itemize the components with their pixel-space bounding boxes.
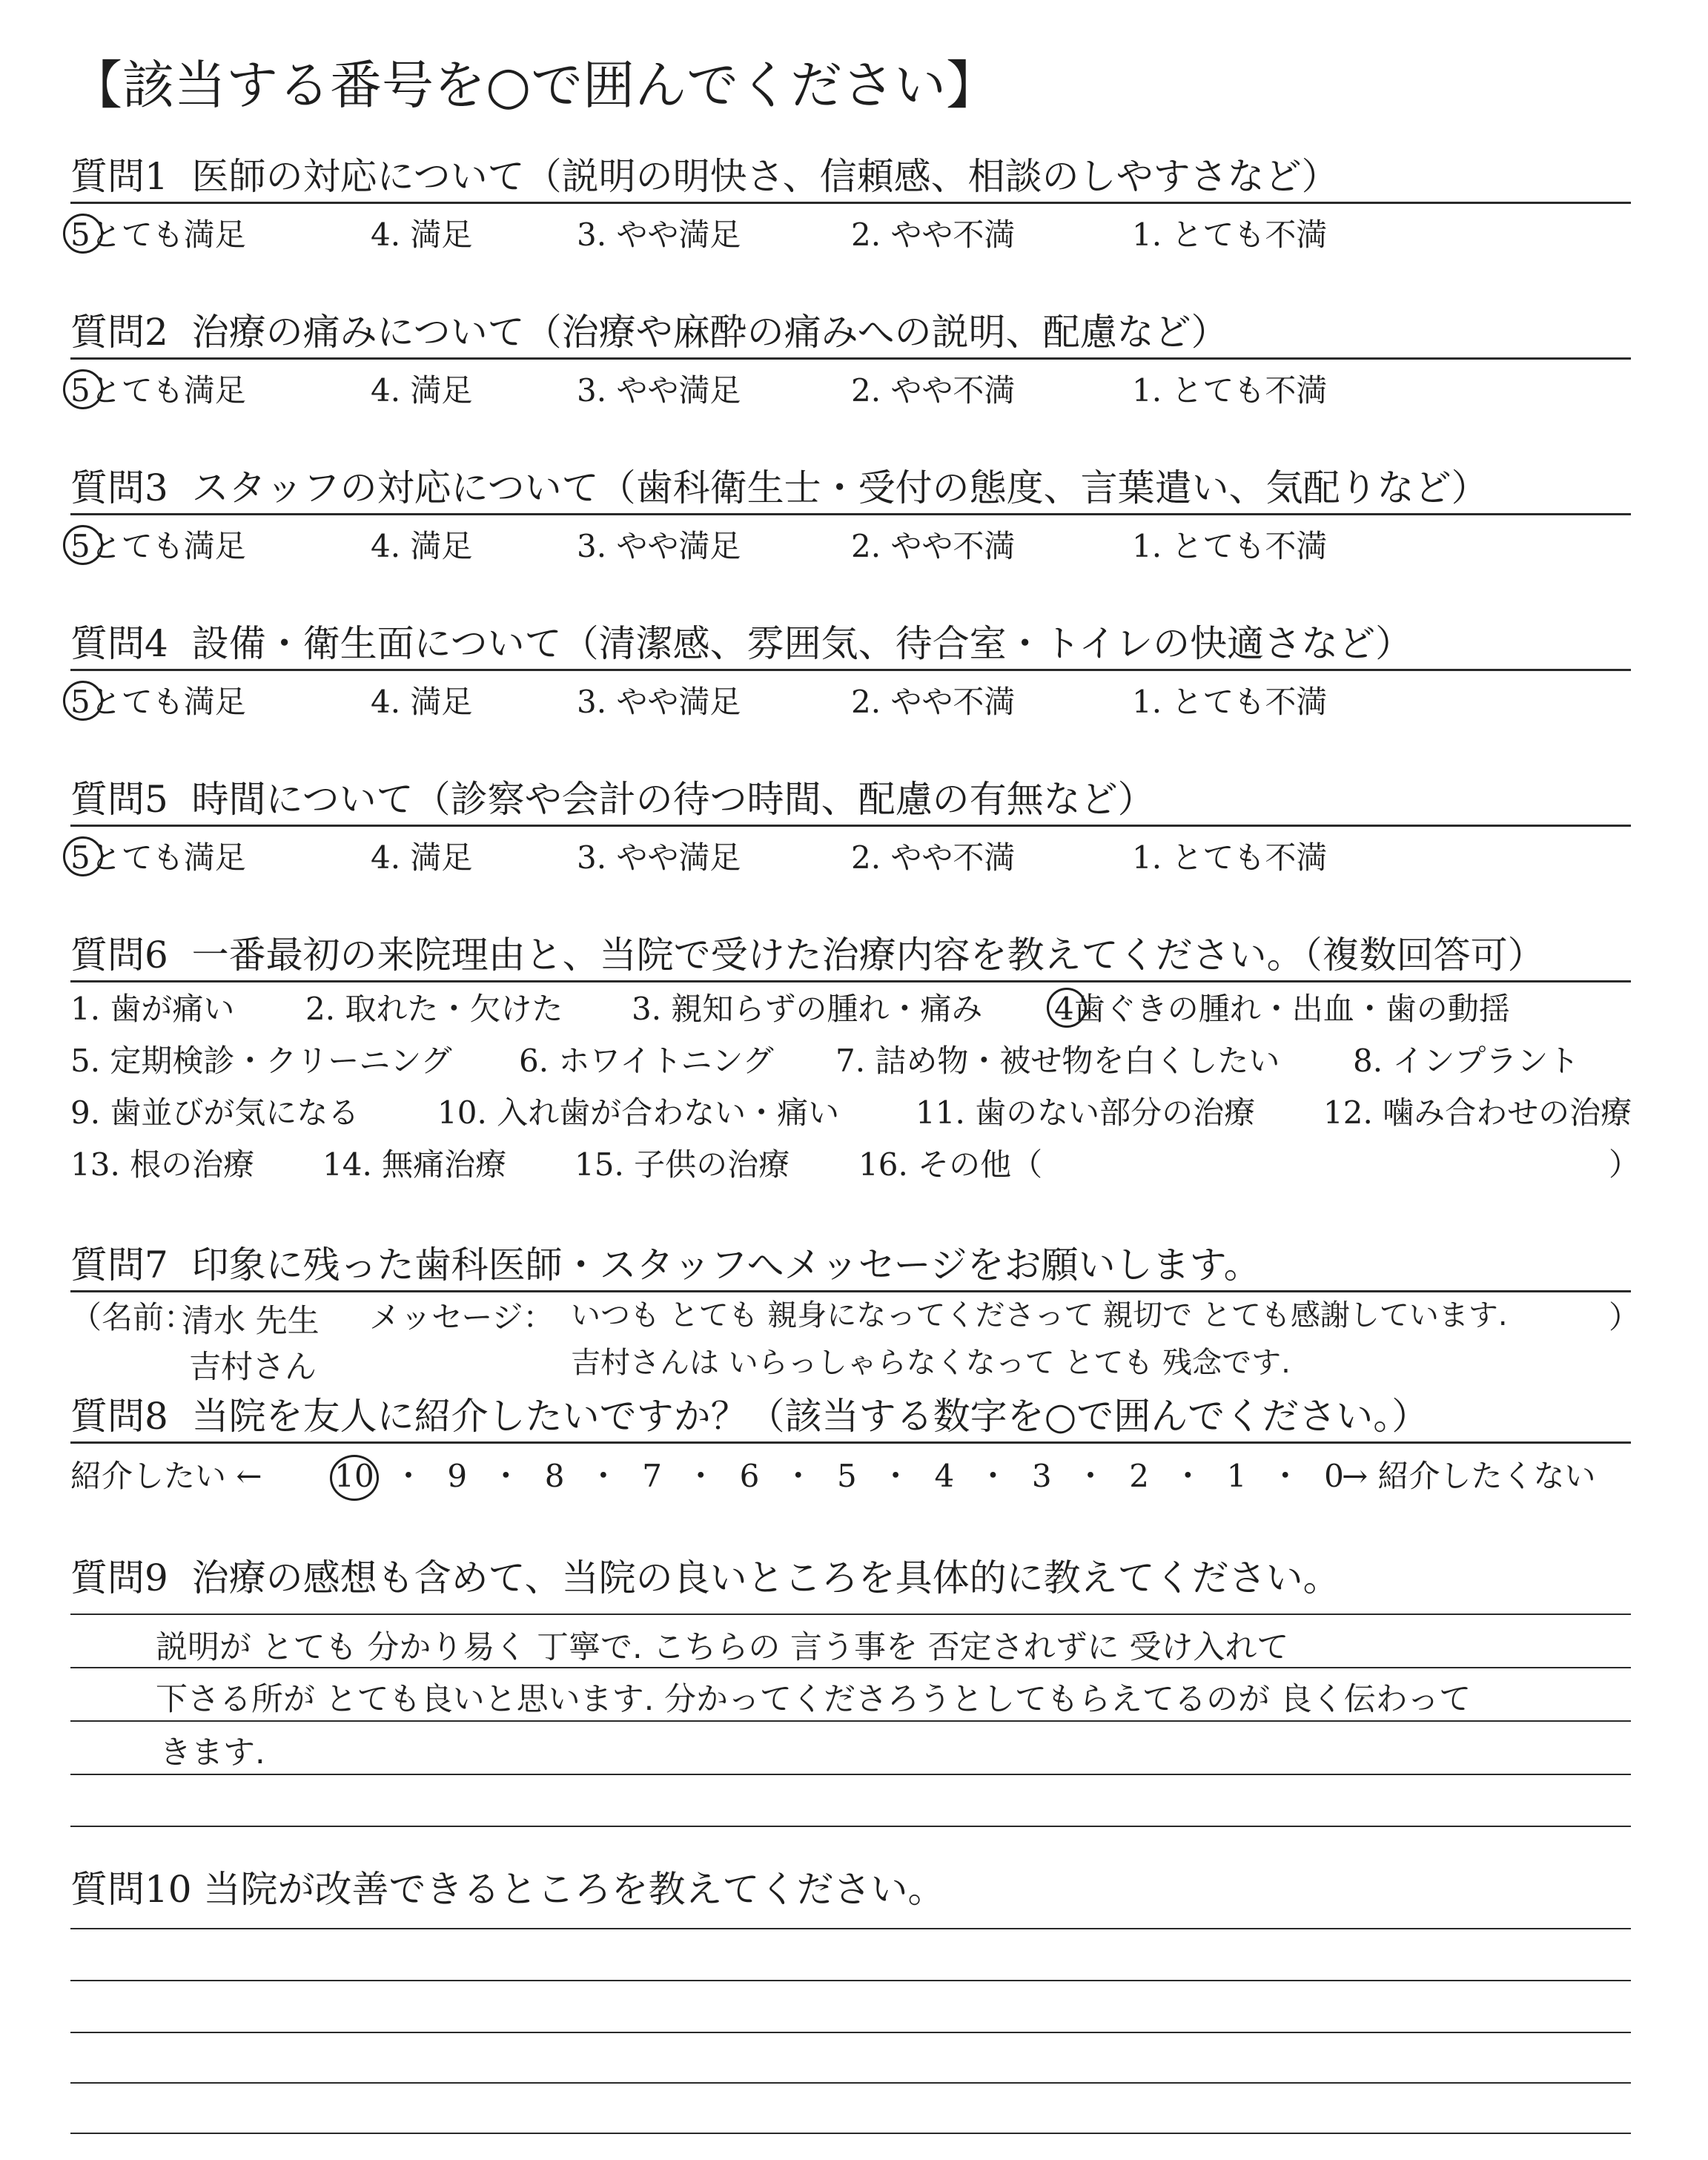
q6-option-13[interactable]: 13. 根の治療 xyxy=(70,1146,255,1183)
question-text: 医師の対応について（説明の明快さ、信頼感、相談のしやすさなど） xyxy=(191,155,1339,198)
q7-message-1[interactable]: いつも とても 親身になってくださって 親切で とても感謝しています. xyxy=(571,1298,1508,1332)
q8-left-label: 紹介したい ← xyxy=(70,1458,262,1494)
q5-option-4[interactable]: 4. 満足 xyxy=(371,839,473,876)
q7-message-2[interactable]: 吉村さんは いらっしゃらなくなって とても 残念です. xyxy=(571,1346,1291,1380)
answer-line xyxy=(70,1928,1631,1929)
q6-option-4[interactable]: 4歯ぐきの腫れ・出血・歯の動揺 xyxy=(1054,991,1510,1027)
q9-answer-line-3[interactable]: きます. xyxy=(159,1734,265,1771)
q5-option-2[interactable]: 2. やや不満 xyxy=(851,839,1016,876)
q6-option-7[interactable]: 7. 詰め物・被せ物を白くしたい xyxy=(835,1043,1280,1079)
q3-option-4[interactable]: 4. 満足 xyxy=(371,528,473,564)
q2-option-5[interactable]: 5とても満足 xyxy=(70,372,246,409)
selected-mark: 5 xyxy=(70,528,90,564)
question-5-heading: 質問5 時間について（診察や会計の待つ時間、配慮の有無など） xyxy=(70,778,1155,821)
q3-option-3[interactable]: 3. やや満足 xyxy=(577,528,741,564)
q8-right-label: → 紹介したくない xyxy=(1342,1458,1596,1494)
q8-scale[interactable]: ・ 9 ・ 8 ・ 7 ・ 6 ・ 5 ・ 4 ・ 3 ・ 2 ・ 1 ・ 0 xyxy=(393,1458,1344,1494)
divider xyxy=(70,825,1631,827)
selected-mark: 5 xyxy=(70,217,90,253)
q1-option-5[interactable]: 5とても満足 xyxy=(70,217,246,253)
divider xyxy=(70,513,1631,515)
answer-line xyxy=(70,2133,1631,2134)
q9-answer-line-2[interactable]: 下さる所が とても良いと思います. 分かってくださろうとしてもらえてるのが 良く伝わって xyxy=(156,1681,1472,1718)
answer-line xyxy=(70,2032,1631,2033)
q6-option-8[interactable]: 8. インプラント xyxy=(1353,1043,1580,1079)
q4-option-3[interactable]: 3. やや満足 xyxy=(577,684,741,720)
q3-option-2[interactable]: 2. やや不満 xyxy=(851,528,1016,564)
q4-option-2[interactable]: 2. やや不満 xyxy=(851,684,1016,720)
q6-option-12[interactable]: 12. 噛み合わせの治療 xyxy=(1323,1094,1632,1131)
q2-option-4[interactable]: 4. 満足 xyxy=(371,372,473,409)
q6-option-14[interactable]: 14. 無痛治療 xyxy=(322,1146,507,1183)
selected-mark: 5 xyxy=(70,839,90,876)
q1-option-1[interactable]: 1. とても不満 xyxy=(1132,217,1328,253)
question-10-heading: 質問10 当院が改善できるところを教えてください。 xyxy=(70,1868,945,1911)
question-4-heading: 質問4 設備・衛生面について（清潔感、雰囲気、待合室・トイレの快適さなど） xyxy=(70,622,1413,665)
question-label: 質問1 xyxy=(70,155,168,198)
q7-name-2[interactable]: 吉村さん xyxy=(189,1349,317,1386)
q7-close: ） xyxy=(1609,1299,1641,1335)
q5-option-5[interactable]: 5とても満足 xyxy=(70,839,246,876)
selected-mark: 5 xyxy=(70,372,90,409)
q8-selected-10[interactable] xyxy=(330,1458,379,1501)
answer-line xyxy=(70,1720,1631,1722)
divider xyxy=(70,202,1631,204)
q1-option-4[interactable]: 4. 満足 xyxy=(371,217,473,253)
q5-option-1[interactable]: 1. とても不満 xyxy=(1132,839,1328,876)
q9-answer-line-1[interactable]: 説明が とても 分かり易く 丁寧で. こちらの 言う事を 否定されずに 受け入れて xyxy=(156,1629,1289,1666)
q1-option-2[interactable]: 2. やや不満 xyxy=(851,217,1016,253)
q6-option-9[interactable]: 9. 歯並びが気になる xyxy=(70,1094,360,1131)
question-9-heading: 質問9 治療の感想も含めて、当院の良いところを具体的に教えてください。 xyxy=(70,1556,1340,1599)
selected-mark: 4 xyxy=(1054,991,1074,1027)
question-1-heading xyxy=(70,154,1339,199)
q6-option-10[interactable]: 10. 入れ歯が合わない・痛い xyxy=(437,1094,840,1131)
question-3-heading: 質問3 スタッフの対応について（歯科衛生士・受付の態度、言葉遣い、気配りなど） xyxy=(70,466,1489,509)
selected-mark: 10 xyxy=(330,1455,379,1501)
q7-name-1[interactable]: 清水 先生 xyxy=(182,1303,320,1340)
q3-option-1[interactable]: 1. とても不満 xyxy=(1132,528,1328,564)
q6-option-6[interactable]: 6. ホワイトニング xyxy=(519,1043,774,1079)
q6-other-close: ） xyxy=(1609,1146,1641,1183)
q6-option-11[interactable]: 11. 歯のない部分の治療 xyxy=(916,1094,1256,1131)
q6-option-2[interactable]: 2. 取れた・欠けた xyxy=(305,991,563,1027)
question-6-heading: 質問6 一番最初の来院理由と、当院で受けた治療内容を教えてください。（複数回答可） xyxy=(70,934,1545,977)
answer-line xyxy=(70,2082,1631,2084)
q6-option-16[interactable]: 16. その他（ xyxy=(858,1146,1043,1183)
q3-option-5[interactable]: 5とても満足 xyxy=(70,528,246,564)
q2-option-3[interactable]: 3. やや満足 xyxy=(577,372,741,409)
answer-line xyxy=(70,1614,1631,1615)
q6-option-3[interactable]: 3. 親知らずの腫れ・痛み xyxy=(632,991,983,1027)
answer-line xyxy=(70,1980,1631,1981)
divider xyxy=(70,1441,1631,1444)
q7-message-label: メッセージ： xyxy=(369,1299,555,1335)
question-2-heading: 質問2 治療の痛みについて（治療や麻酔の痛みへの説明、配慮など） xyxy=(70,311,1228,354)
q1-option-3[interactable]: 3. やや満足 xyxy=(577,217,741,253)
question-8-heading: 質問8 当院を友人に紹介したいですか？（該当する数字を○で囲んでください。） xyxy=(70,1395,1429,1438)
divider xyxy=(70,980,1631,982)
page-title: 【該当する番号を○で囲んでください】 xyxy=(70,55,999,116)
q6-option-5[interactable]: 5. 定期検診・クリーニング xyxy=(70,1043,452,1079)
q7-name-label: （名前： xyxy=(70,1299,196,1335)
selected-mark: 5 xyxy=(70,684,90,720)
answer-line xyxy=(70,1826,1631,1827)
q2-option-1[interactable]: 1. とても不満 xyxy=(1132,372,1328,409)
q4-option-5[interactable]: 5とても満足 xyxy=(70,684,246,720)
q6-option-15[interactable]: 15. 子供の治療 xyxy=(575,1146,790,1183)
answer-line xyxy=(70,1774,1631,1775)
q5-option-3[interactable]: 3. やや満足 xyxy=(577,839,741,876)
q4-option-1[interactable]: 1. とても不満 xyxy=(1132,684,1328,720)
q4-option-4[interactable]: 4. 満足 xyxy=(371,684,473,720)
question-7-heading: 質問7 印象に残った歯科医師・スタッフへメッセージをお願いします。 xyxy=(70,1244,1261,1287)
q2-option-2[interactable]: 2. やや不満 xyxy=(851,372,1016,409)
divider xyxy=(70,357,1631,360)
q6-option-1[interactable]: 1. 歯が痛い xyxy=(70,991,235,1027)
divider xyxy=(70,669,1631,671)
